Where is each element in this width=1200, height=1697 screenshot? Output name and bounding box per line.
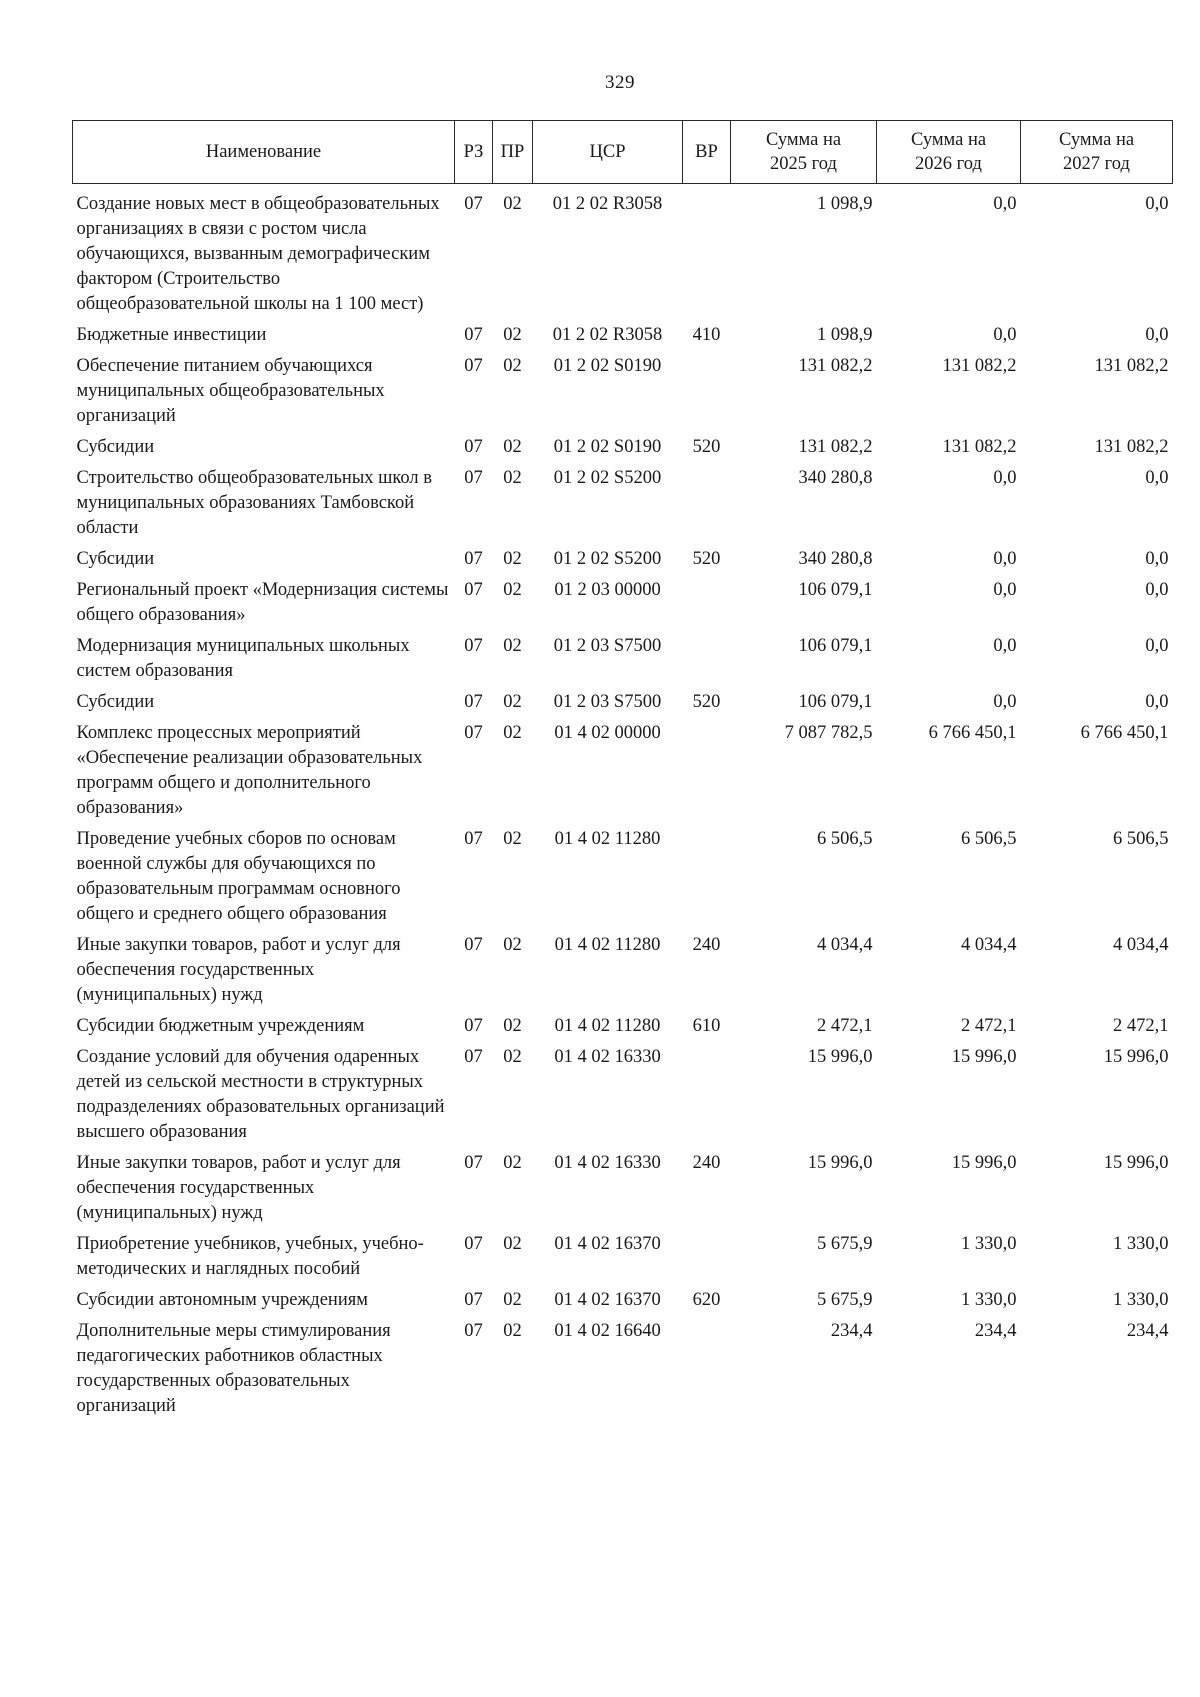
row-rz: 07 [464,636,483,656]
header-sum-2027-line1: Сумма на [1058,130,1135,150]
row-sum-2026: 0,0 [993,549,1017,569]
row-pr: 02 [503,468,522,488]
row-csr: 01 2 02 S5200 [553,549,662,569]
row-csr: 01 2 03 S7500 [553,636,662,656]
row-sum-2026: 15 996,0 [951,1153,1017,1173]
row-vr [683,466,731,547]
row-sum-2027: 15 996,0 [1103,1047,1169,1067]
row-sum-2025: 6 506,5 [817,829,873,849]
row-sum-2025: 106 079,1 [798,692,873,712]
row-sum-2026: 0,0 [993,468,1017,488]
row-name: Субсидии [76,549,155,569]
header-csr: ЦСР [533,121,683,184]
row-sum-2025: 106 079,1 [798,580,873,600]
row-csr: 01 4 02 16370 [554,1234,661,1254]
row-name: Субсидии [76,692,155,712]
row-rz: 07 [464,1047,483,1067]
row-name: Создание новых мест в общеобразовательных организациях в связи с ростом числа обучающихся, вызванным демографическим фактором (Строительство общеобразовательной школы на 1 100 мест) [76,194,440,314]
row-csr: 01 4 02 11280 [554,829,661,849]
row-name: Создание условий для обучения одаренных детей из сельской местности в структурных подразделениях образовательных организаций высшего образования [76,1047,445,1142]
header-sum-2025-line1: Сумма на [765,130,842,150]
table-row [73,547,1173,578]
row-name: Бюджетные инвестиции [76,325,267,345]
row-sum-2026: 234,4 [974,1321,1017,1341]
table-row [73,323,1173,354]
table-row [73,1045,1173,1151]
row-sum-2025: 2 472,1 [817,1016,873,1036]
header-rz: РЗ [455,121,493,184]
row-pr: 02 [503,1016,522,1036]
row-sum-2026: 131 082,2 [942,437,1017,457]
row-sum-2026: 15 996,0 [951,1047,1017,1067]
header-sum-2025-line2: 2025 год [770,154,837,174]
row-rz: 07 [464,723,483,743]
row-csr: 01 4 02 00000 [554,723,661,743]
row-pr: 02 [503,356,522,376]
row-sum-2027: 6 766 450,1 [1080,723,1169,743]
row-pr: 02 [503,636,522,656]
row-vr: 610 [692,1016,721,1036]
row-rz: 07 [464,580,483,600]
row-sum-2025: 131 082,2 [798,356,873,376]
row-pr: 02 [503,1234,522,1254]
row-pr: 02 [503,1153,522,1173]
row-vr: 240 [692,1153,721,1173]
table-row [73,466,1173,547]
row-csr: 01 4 02 16330 [554,1153,661,1173]
row-vr [683,354,731,435]
table-row [73,435,1173,466]
row-sum-2026: 131 082,2 [942,356,1017,376]
row-sum-2027: 0,0 [1145,580,1169,600]
row-csr: 01 2 02 S5200 [553,468,662,488]
row-sum-2025: 5 675,9 [817,1234,873,1254]
budget-table [72,120,1173,1425]
table-row [73,634,1173,690]
row-csr: 01 2 03 S7500 [553,692,662,712]
row-sum-2026: 6 766 450,1 [928,723,1017,743]
row-vr: 240 [692,935,721,955]
row-sum-2027: 131 082,2 [1094,437,1169,457]
row-name: Региональный проект «Модернизация системы общего образования» [76,580,449,625]
row-rz: 07 [464,437,483,457]
row-vr [683,578,731,634]
row-vr [683,827,731,933]
row-csr: 01 4 02 11280 [554,935,661,955]
row-csr: 01 2 02 R3058 [552,325,663,345]
row-sum-2025: 1 098,9 [817,194,873,214]
row-sum-2026: 6 506,5 [961,829,1017,849]
table-row [73,690,1173,721]
row-sum-2026: 0,0 [993,194,1017,214]
table-row [73,933,1173,1014]
page-number: 329 [605,72,635,93]
row-sum-2027: 15 996,0 [1103,1153,1169,1173]
header-vr: ВР [683,121,731,184]
row-vr [683,1319,731,1425]
row-pr: 02 [503,1290,522,1310]
row-rz: 07 [464,1153,483,1173]
row-sum-2027: 234,4 [1126,1321,1169,1341]
row-name: Обеспечение питанием обучающихся муниципальных общеобразовательных организаций [76,356,385,426]
row-vr: 520 [692,692,721,712]
header-sum-2025 [731,121,877,184]
table-row [73,354,1173,435]
row-name: Модернизация муниципальных школьных систем образования [76,636,410,681]
row-sum-2027: 1 330,0 [1113,1290,1169,1310]
header-sum-2027 [1021,121,1173,184]
row-pr: 02 [503,723,522,743]
row-pr: 02 [503,325,522,345]
row-sum-2025: 5 675,9 [817,1290,873,1310]
row-rz: 07 [464,829,483,849]
row-csr: 01 2 02 S0190 [553,356,662,376]
row-name: Приобретение учебников, учебных, учебно-методических и наглядных пособий [76,1234,424,1279]
row-name: Комплекс процессных мероприятий «Обеспечение реализации образовательных программ общего и дополнительного образования» [76,723,423,818]
row-sum-2027: 1 330,0 [1113,1234,1169,1254]
row-vr: 620 [692,1290,721,1310]
row-sum-2026: 4 034,4 [961,935,1017,955]
row-name: Дополнительные меры стимулирования педагогических работников областных государственных образовательных организаций [76,1321,391,1416]
row-name: Проведение учебных сборов по основам военной службы для обучающихся по образовательным программам основного общего и среднего общего образования [76,829,401,924]
row-name: Субсидии [76,437,155,457]
row-sum-2027: 2 472,1 [1113,1016,1169,1036]
row-rz: 07 [464,1016,483,1036]
row-rz: 07 [464,194,483,214]
row-sum-2027: 4 034,4 [1113,935,1169,955]
row-vr: 520 [692,549,721,569]
row-csr: 01 4 02 11280 [554,1016,661,1036]
header-sum-2027-line2: 2027 год [1063,154,1130,174]
row-pr: 02 [503,935,522,955]
row-pr: 02 [503,437,522,457]
table-row [73,1151,1173,1232]
header-sum-2026-line2: 2026 год [915,154,982,174]
row-pr: 02 [503,194,522,214]
row-rz: 07 [464,325,483,345]
row-pr: 02 [503,829,522,849]
row-sum-2027: 0,0 [1145,194,1169,214]
table-row [73,1319,1173,1425]
row-name: Иные закупки товаров, работ и услуг для обеспечения государственных (муниципальных) нужд [76,1153,401,1223]
row-sum-2027: 0,0 [1145,692,1169,712]
row-rz: 07 [464,1290,483,1310]
row-rz: 07 [464,1234,483,1254]
table-row [73,1014,1173,1045]
row-sum-2025: 15 996,0 [807,1047,873,1067]
row-name: Субсидии бюджетным учреждениям [76,1016,365,1036]
row-sum-2025: 340 280,8 [798,468,873,488]
row-pr: 02 [503,1047,522,1067]
row-csr: 01 2 02 R3058 [552,194,663,214]
row-sum-2026: 1 330,0 [961,1234,1017,1254]
row-sum-2026: 0,0 [993,580,1017,600]
row-csr: 01 4 02 16640 [554,1321,661,1341]
table-row [73,827,1173,933]
table-row [73,721,1173,827]
row-sum-2026: 0,0 [993,692,1017,712]
row-name: Субсидии автономным учреждениям [76,1290,368,1310]
row-name: Строительство общеобразовательных школ в муниципальных образованиях Тамбовской области [76,468,433,538]
row-sum-2027: 0,0 [1145,468,1169,488]
row-pr: 02 [503,692,522,712]
row-sum-2026: 0,0 [993,325,1017,345]
row-sum-2025: 15 996,0 [807,1153,873,1173]
row-sum-2027: 0,0 [1145,636,1169,656]
row-sum-2025: 131 082,2 [798,437,873,457]
row-sum-2027: 0,0 [1145,325,1169,345]
row-vr [683,1045,731,1151]
row-rz: 07 [464,549,483,569]
row-csr: 01 4 02 16370 [554,1290,661,1310]
table-body [73,184,1173,1426]
row-vr [683,721,731,827]
table-row [73,184,1173,324]
row-pr: 02 [503,549,522,569]
row-sum-2025: 4 034,4 [817,935,873,955]
row-vr [683,184,731,324]
row-sum-2025: 106 079,1 [798,636,873,656]
row-pr: 02 [503,1321,522,1341]
row-pr: 02 [503,580,522,600]
row-sum-2026: 1 330,0 [961,1290,1017,1310]
row-vr: 410 [692,325,721,345]
row-sum-2026: 2 472,1 [961,1016,1017,1036]
row-vr: 520 [692,437,721,457]
row-rz: 07 [464,692,483,712]
table-header [73,121,1173,184]
row-sum-2026: 0,0 [993,636,1017,656]
header-sum-2026 [877,121,1021,184]
row-rz: 07 [464,1321,483,1341]
header-name: Наименование [73,121,455,184]
row-sum-2025: 340 280,8 [798,549,873,569]
row-name: Иные закупки товаров, работ и услуг для обеспечения государственных (муниципальных) нужд [76,935,401,1005]
table-row [73,1232,1173,1288]
row-rz: 07 [464,468,483,488]
row-csr: 01 4 02 16330 [554,1047,661,1067]
row-rz: 07 [464,356,483,376]
header-sum-2026-line1: Сумма на [910,130,987,150]
table-row [73,578,1173,634]
row-sum-2025: 1 098,9 [817,325,873,345]
row-csr: 01 2 02 S0190 [553,437,662,457]
row-csr: 01 2 03 00000 [554,580,661,600]
row-vr [683,1232,731,1288]
header-pr: ПР [493,121,533,184]
row-sum-2025: 7 087 782,5 [784,723,873,743]
row-sum-2027: 6 506,5 [1113,829,1169,849]
row-rz: 07 [464,935,483,955]
row-vr [683,634,731,690]
row-sum-2025: 234,4 [830,1321,873,1341]
row-sum-2027: 131 082,2 [1094,356,1169,376]
row-sum-2027: 0,0 [1145,549,1169,569]
table-row [73,1288,1173,1319]
